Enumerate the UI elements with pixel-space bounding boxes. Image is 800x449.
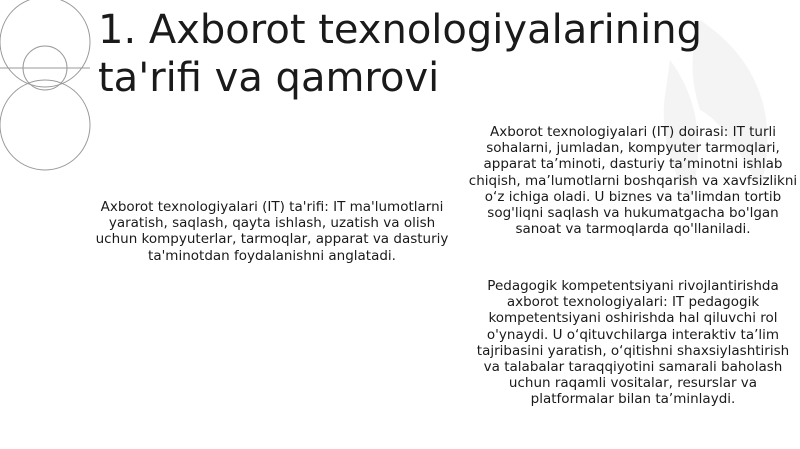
it-pedagogy-text: Pedagogik kompetentsiyani rivojlantirishda axborot texnologiyalari: IT pedagogik kompetentsiyani oshirishda hal qiluvchi rol o'ynaydi. U o‘qituvchilarga interaktiv ta’lim tajribasini yaratish, o‘qitishni shaxsiylashtirish va talabalar taraqqiyotini samarali baholash uchun raqamli vositalar, resurslar va platformalar bilan ta’minlaydi.: [476, 278, 790, 408]
slide-title: 1. Axborot texnologiyalarining ta'rifi va qamrovi: [98, 7, 702, 101]
it-definition-text: Axborot texnologiyalari (IT) ta'rifi: IT ma'lumotlarni yaratish, saqlash, qayta ishlash, uzatish va olish uchun kompyuterlar, tarmoqlar, apparat va dasturiy ta'minotdan foydalanishni anglatadi.: [95, 199, 449, 264]
it-scope-text: Axborot texnologiyalari (IT) doirasi: IT turli sohalarni, jumladan, kompyuter tarmoqlari, apparat ta’minoti, dasturiy ta’minotni ishlab chiqish, ma’lumotlarni boshqarish va xavfsizlikni o‘z ichiga oladi. U biznes va ta'limdan tortib sog'liqni saqlash va hukumatgacha bo'lgan sanoat va tarmoqlarda qo'llaniladi.: [468, 124, 798, 238]
circle-outline-ornament: [0, 0, 90, 170]
